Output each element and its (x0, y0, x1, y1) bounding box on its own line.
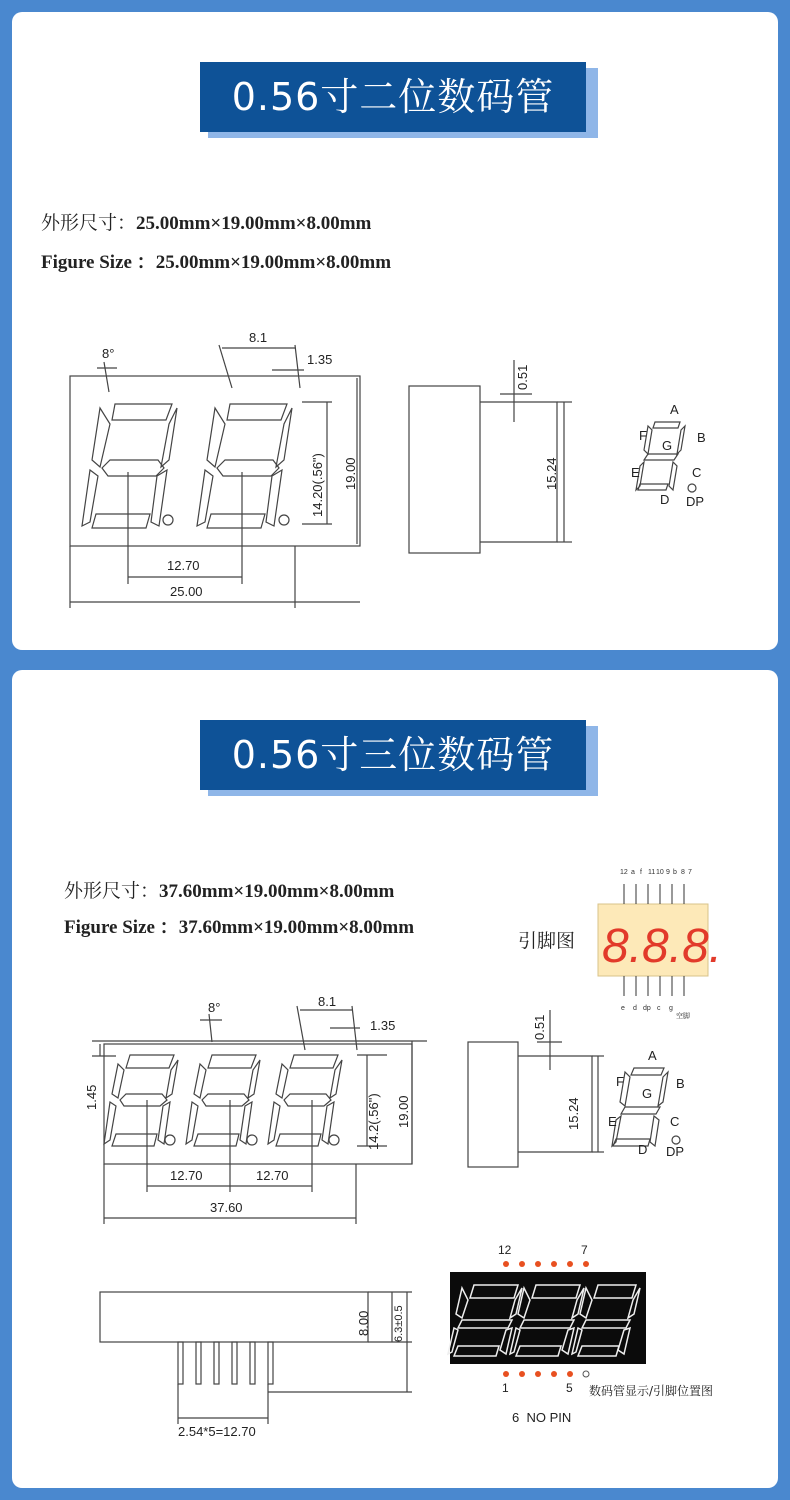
pin-bottom-label: 空脚 (676, 1013, 690, 1020)
pin-label-12: 12 (498, 1243, 512, 1257)
segment-label-b: B (676, 1076, 685, 1091)
segment-label-d: D (660, 492, 670, 507)
pin-caption: 数码管显示/引脚位置图 (589, 1384, 714, 1398)
dim-width: 25.00 (170, 584, 203, 599)
two-digit-card (12, 12, 778, 650)
pin-top-label: 10 (656, 869, 664, 876)
dim-height: 19.00 (396, 1095, 411, 1128)
pin-top-label: f (640, 869, 642, 876)
dim-side-thickness: 0.51 (515, 364, 530, 390)
spec-cn-label: 外形尺寸： (41, 213, 137, 234)
segment-label-d: D (638, 1142, 648, 1157)
pin-label-1: 1 (502, 1381, 509, 1395)
pin-label-5: 5 (566, 1381, 573, 1395)
pin-label-7: 7 (581, 1243, 588, 1257)
no-pin-note: 6 NO PIN (512, 1410, 572, 1425)
segment-label-f: F (616, 1074, 624, 1089)
dim-side-thickness: 0.51 (532, 1014, 547, 1040)
side-view-outline (409, 386, 480, 553)
pin-bottom-label: d (633, 1005, 637, 1012)
pin-bottom-label: g (669, 1005, 673, 1012)
bottom-view-outline (100, 1292, 368, 1342)
digit-outline (82, 404, 177, 528)
digit-outline (186, 1055, 260, 1146)
digit-outline (268, 1055, 342, 1146)
side-view-outline (468, 1042, 518, 1167)
display-black-body (450, 1272, 646, 1364)
dim-pitch: 8.1 (318, 994, 337, 1009)
segment-label-a: A (648, 1048, 657, 1063)
dim-side-height: 15.24 (544, 457, 559, 490)
pin-top-label: b (673, 869, 677, 876)
dim-pitch: 8.1 (249, 330, 268, 345)
spec-cn-label: 外形尺寸： (64, 881, 160, 902)
spec-en-label: Figure Size ： (41, 252, 156, 273)
dim-height: 19.00 (343, 457, 358, 490)
pin-bottom-label: e (621, 1005, 625, 1012)
dim-depth: 8.00 (356, 1310, 371, 1336)
segment-label-dp: DP (686, 494, 705, 509)
segment-label-e: E (608, 1114, 617, 1129)
segment-label-c: C (692, 465, 702, 480)
dim-side-height: 15.24 (566, 1097, 581, 1130)
dim-pin-pitch: 2.54*5=12.70 (178, 1424, 256, 1439)
spec-en-value: 25.00mm×19.00mm×8.00mm (155, 252, 392, 273)
spec-cn-value: 37.60mm×19.00mm×8.00mm (159, 881, 395, 902)
dim-spacing: 12.70 (167, 558, 200, 573)
dim-angle: 8° (102, 346, 115, 361)
spec-en-label: Figure Size ： (64, 917, 179, 938)
dim-spacing-1: 12.70 (170, 1168, 203, 1183)
dim-slant: 1.35 (307, 352, 333, 367)
pin-top-label: 8 (681, 869, 685, 876)
pin-top-label: a (631, 869, 635, 876)
spec-en-value: 37.60mm×19.00mm×8.00mm (178, 917, 415, 938)
digit-outline (104, 1055, 178, 1146)
section-title: 0.56寸二位数码管 (200, 62, 586, 132)
pin-diagram (598, 869, 722, 1020)
segment-label-f: F (639, 428, 647, 443)
segment-label-dp: DP (666, 1144, 685, 1159)
pin-bottom-label: dp (643, 1005, 651, 1012)
pin-diagram-display: 8.8.8. (602, 920, 723, 973)
pin-top-label: 11 (648, 869, 656, 876)
three-digit-card (12, 670, 778, 1488)
dim-digit-height: 14.20(.56") (310, 453, 325, 517)
dim-digit-height: 14.2(.56") (366, 1093, 381, 1150)
dim-spacing-2: 12.70 (256, 1168, 289, 1183)
segment-label-g: G (642, 1086, 653, 1101)
dim-slant: 1.35 (370, 1018, 396, 1033)
lead-pins (178, 1342, 273, 1384)
section-title: 0.56寸三位数码管 (200, 720, 586, 790)
pin-top-label: 9 (666, 869, 670, 876)
segment-label-e: E (631, 465, 640, 480)
pin-position-view (448, 1243, 646, 1425)
segment-label-g: G (662, 438, 673, 453)
pin-bottom-label: c (657, 1005, 661, 1012)
dim-angle: 8° (208, 1000, 221, 1015)
pin-top-label: 7 (688, 869, 692, 876)
three-digit-drawing (12, 670, 778, 1488)
pin-top-label: 12 (620, 869, 628, 876)
segment-label-b: B (697, 430, 706, 445)
two-digit-drawing (12, 12, 778, 650)
segment-label-c: C (670, 1114, 680, 1129)
dim-width: 37.60 (210, 1200, 243, 1215)
pin-label: 引脚图 (518, 930, 576, 952)
dim-offset: 1.45 (84, 1084, 99, 1110)
digit-outline (197, 404, 292, 528)
spec-cn-value: 25.00mm×19.00mm×8.00mm (136, 213, 372, 234)
empty-pin-6 (583, 1371, 589, 1377)
dim-lead-length: 6.3±0.5 (393, 1305, 405, 1342)
segment-label-a: A (670, 402, 679, 417)
